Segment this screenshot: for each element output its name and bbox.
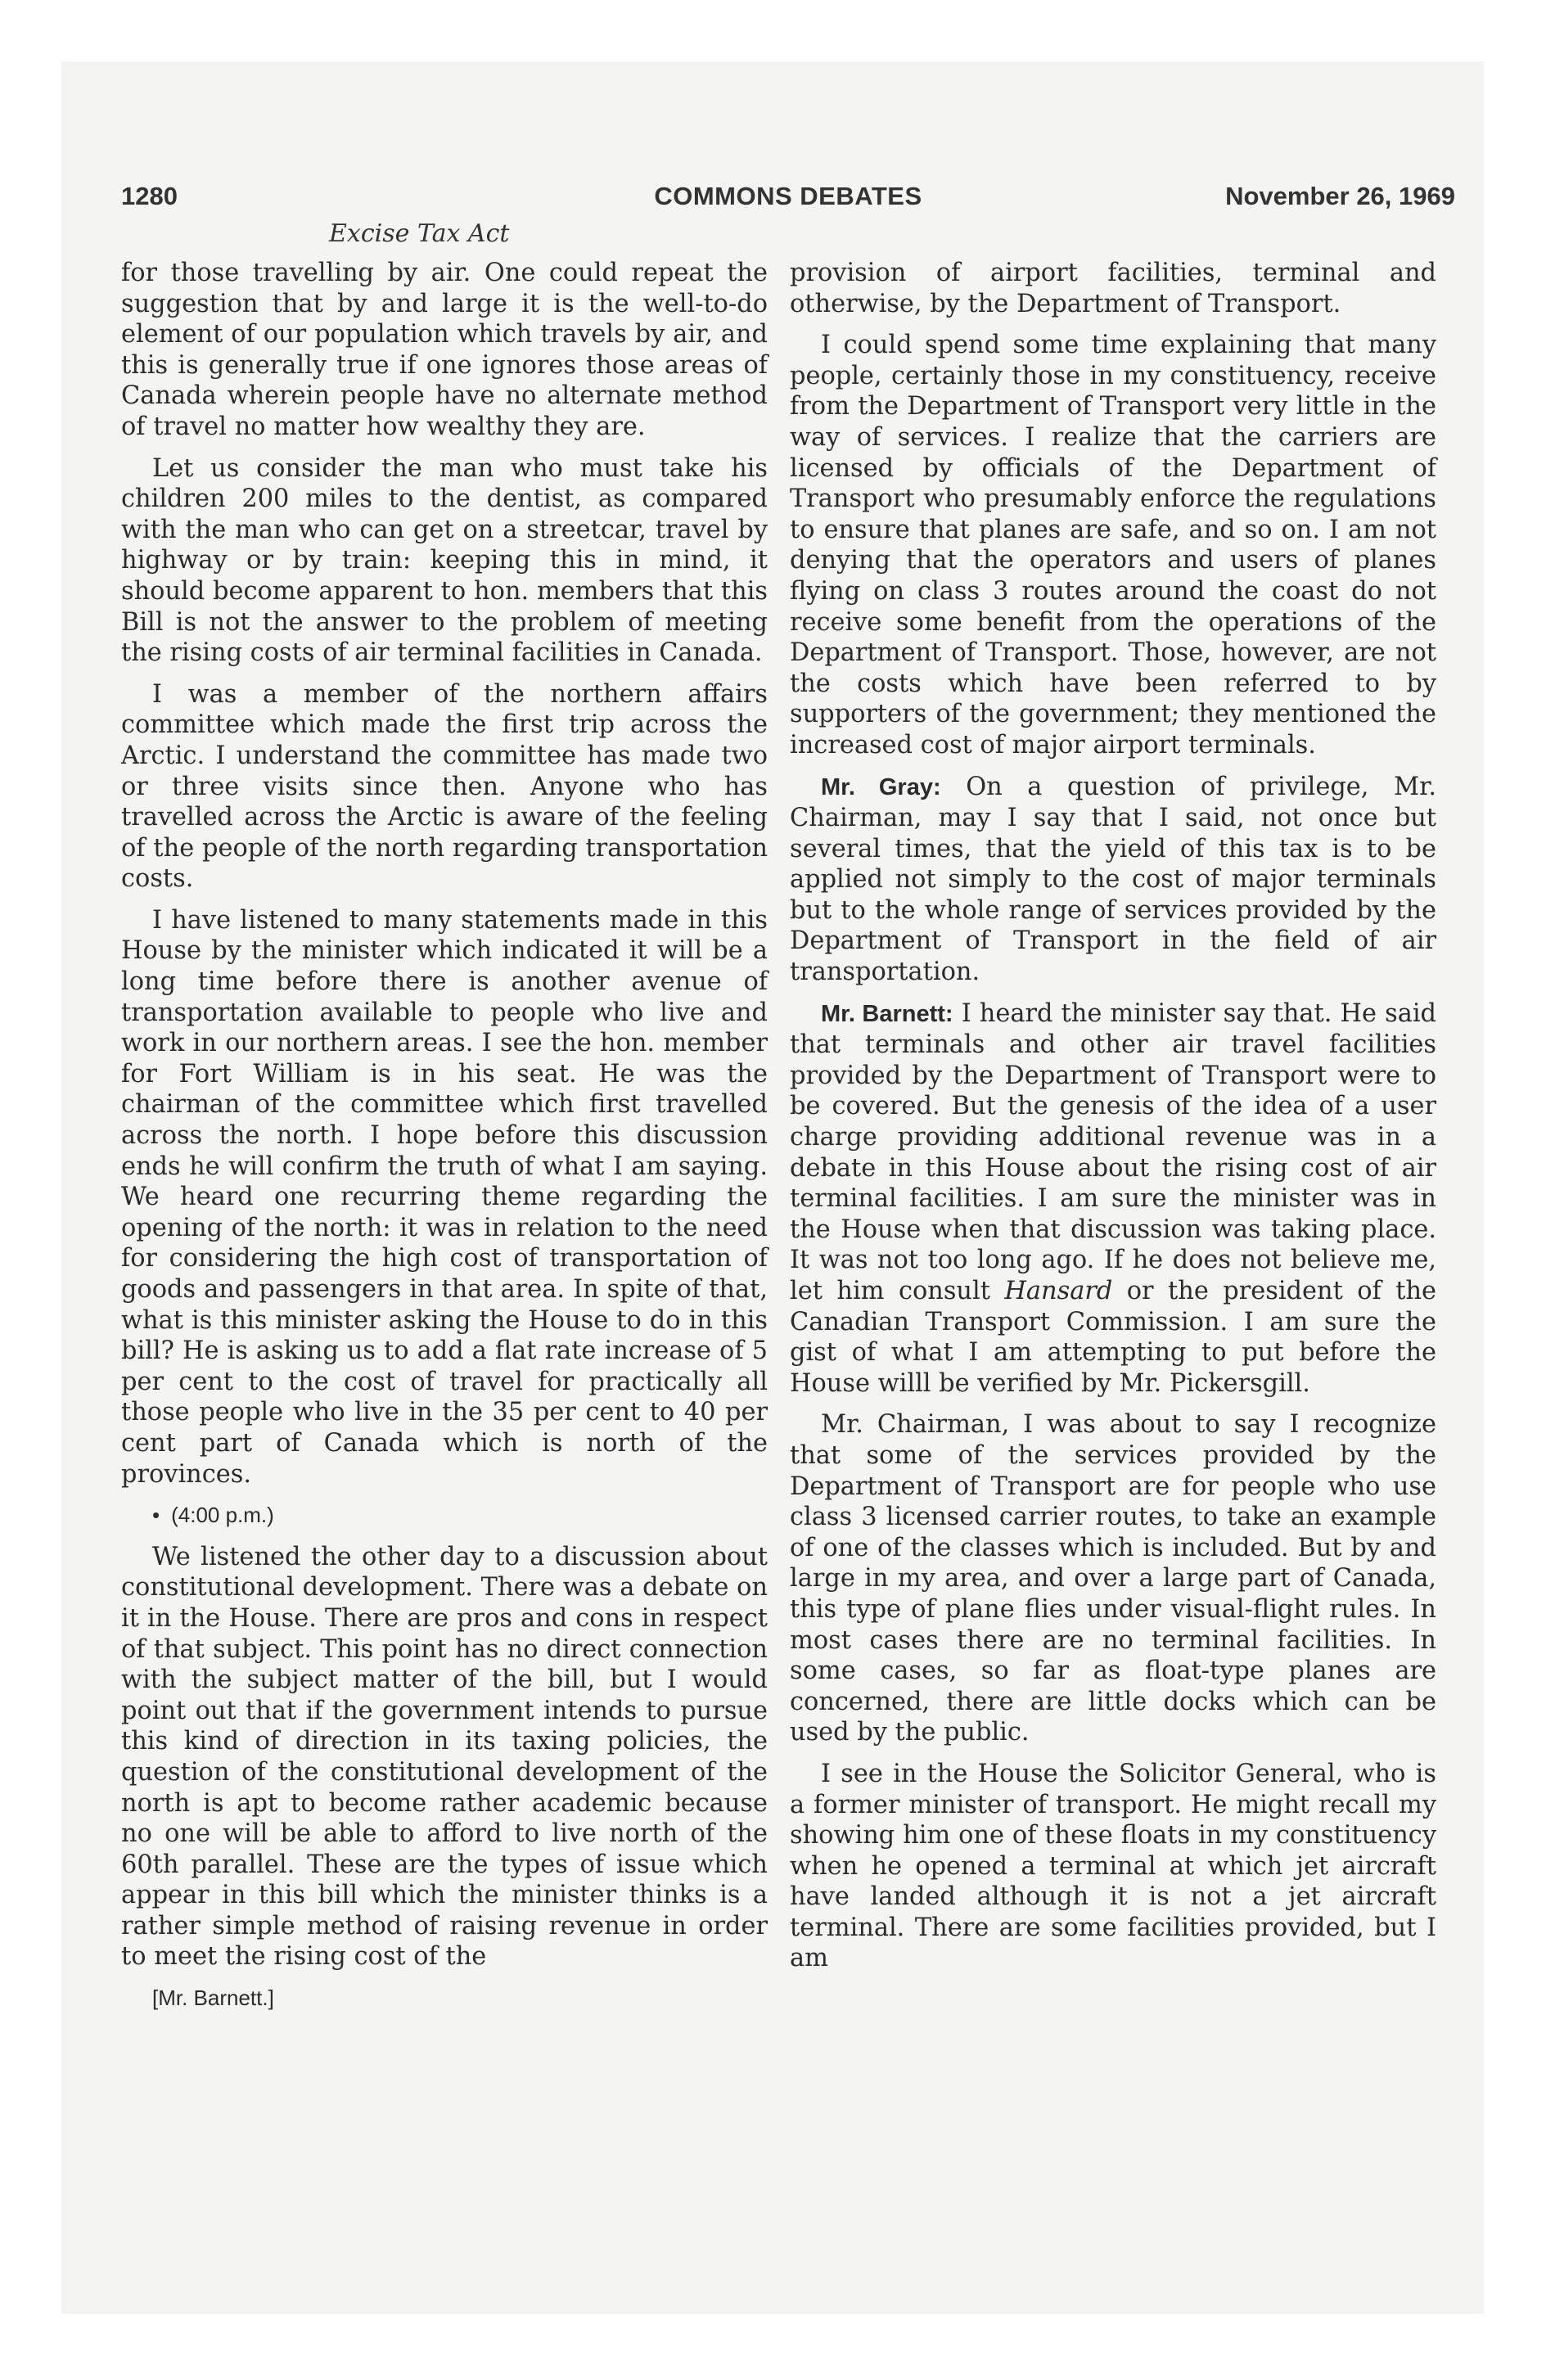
paragraph: Let us consider the man who must take his children 200 miles to the dentist, as compared with the man who can get on a streetcar, travel by highway or by train: keeping this in mind, it should become apparent to hon. members that this Bill is not the answer to the problem of meeting the rising costs of air terminal facilities in Canada. [121, 453, 768, 668]
speech-paragraph [790, 998, 1436, 1400]
right-column [790, 258, 1436, 1985]
speaker-name: Mr. Barnett: [821, 1000, 953, 1027]
speaker-note: [Mr. Barnett.] [152, 1986, 274, 2011]
speech-text: On a question of privilege, Mr. Chairman, may I say that I said, not once but several times, that the yield of this tax is to be applied not simply to the cost of major terminals but to the whole range of services provided by the Department of Transport in the field of air transportation. [790, 772, 1436, 987]
speaker-name: Mr. Gray: [821, 773, 941, 800]
speech-text: I heard the minister say that. He said that terminals and other air travel facilities provided by the Department of Transport were to be covered. But the genesis of the idea of a user charge providing additional revenue was in a debate in this House about the rising cost of air terminal facilities. I am sure the minister was in the House when that discussion was taking place. It was not too long ago. If he does not believe me, let him consult [790, 998, 1436, 1305]
page-number: 1280 [121, 182, 178, 210]
paragraph: Mr. Chairman, I was about to say I recognize that some of the services provided by the Department of Transport are for people who use class 3 licensed carrier routes, to take an example of one of the classes which is included. But by and large in my area, and over a large part of Canada, this type of plane flies under visual-flight rules. In most cases there are no terminal facilities. In some cases, so far as float-type planes are concerned, there are little docks which can be used by the public. [790, 1410, 1436, 1747]
bullet-icon: • [152, 1503, 160, 1528]
speech-paragraph [790, 772, 1436, 988]
left-column [121, 258, 768, 2025]
page-date: November 26, 1969 [1225, 182, 1455, 210]
publication-name: Hansard [1004, 1277, 1113, 1305]
paragraph: for those travelling by air. One could repeat the suggestion that by and large it is the well-to-do element of our population which travels by air, and this is generally true if one ignores those areas of Canada wherein people have no alternate method of travel no matter how wealthy they are. [121, 259, 768, 441]
time-marker-text: (4:00 p.m.) [171, 1503, 274, 1528]
page-header [121, 182, 1455, 214]
paragraph: I was a member of the northern affairs committee which made the first trip across the Arctic. I understand the committee has made two or three visits since then. Anyone who has travelled across the Arctic is aware of the feeling of the people of the north regarding transportation costs. [121, 679, 768, 894]
paragraph: We listened the other day to a discussion about constitutional development. There was a debate on it in the House. There are pros and cons in respect of that subject. This point has no direct connection with the subject matter of the bill, but I would point out that if the government intends to pursue this kind of direction in its taxing policies, the question of the constitutional development of the north is apt to become rather academic because no one will be able to afford to live north of the 60th parallel. These are the types of issue which appear in this bill which the minister thinks is a rather simple method of raising revenue in order to meet the rising cost of the [121, 1542, 768, 1972]
time-marker [121, 1500, 768, 1531]
paragraph: I see in the House the Solicitor General, who is a former minister of transport. He might recall my showing him one of these floats in my constituency when he opened a terminal at which jet aircraft have landed although it is not a jet aircraft terminal. There are some facilities provided, but I am [790, 1759, 1436, 1973]
publication-title: COMMONS DEBATES [654, 182, 922, 210]
paragraph: provision of airport facilities, terminal and otherwise, by the Department of Transport. [790, 259, 1436, 318]
running-subheading: Excise Tax Act [329, 219, 510, 248]
paragraph: I could spend some time explaining that many people, certainly those in my constituency, receive from the Department of Transport very little in the way of services. I realize that the carriers are licensed by officials of the Department of Transport who presumably enforce the regulations to ensure that planes are safe, and so on. I am not denying that the operators and users of planes flying on class 3 routes around the coast do not receive some benefit from the operations of the Department of Transport. Those, however, are not the costs which have been referred to by supporters of the government; they mentioned the increased cost of major airport terminals. [790, 331, 1436, 760]
speech-text: or the president of the Canadian Transport Commission. I am sure the gist of what I am attempting to put before the House willl be verified by Mr. Pickersgill. [790, 1277, 1437, 1398]
paragraph: I have listened to many statements made in this House by the minister which indicated it will be a long time before there is another avenue of transportation available to people who live and work in our northern areas. I see the hon. member for Fort William is in his seat. He was the chairman of the committee which first travelled across the north. I hope before this discussion ends he will confirm the truth of what I am saying. We heard one recurring theme regarding the opening of the north: it was in relation to the need for considering the high cost of transportation of goods and passengers in that area. In spite of that, what is this minister asking the House to do in this bill? He is asking us to add a flat rate increase of 5 per cent to the cost of travel for practically all those people who live in the 35 per cent to 40 per cent part of Canada which is north of the provinces. [121, 905, 768, 1489]
